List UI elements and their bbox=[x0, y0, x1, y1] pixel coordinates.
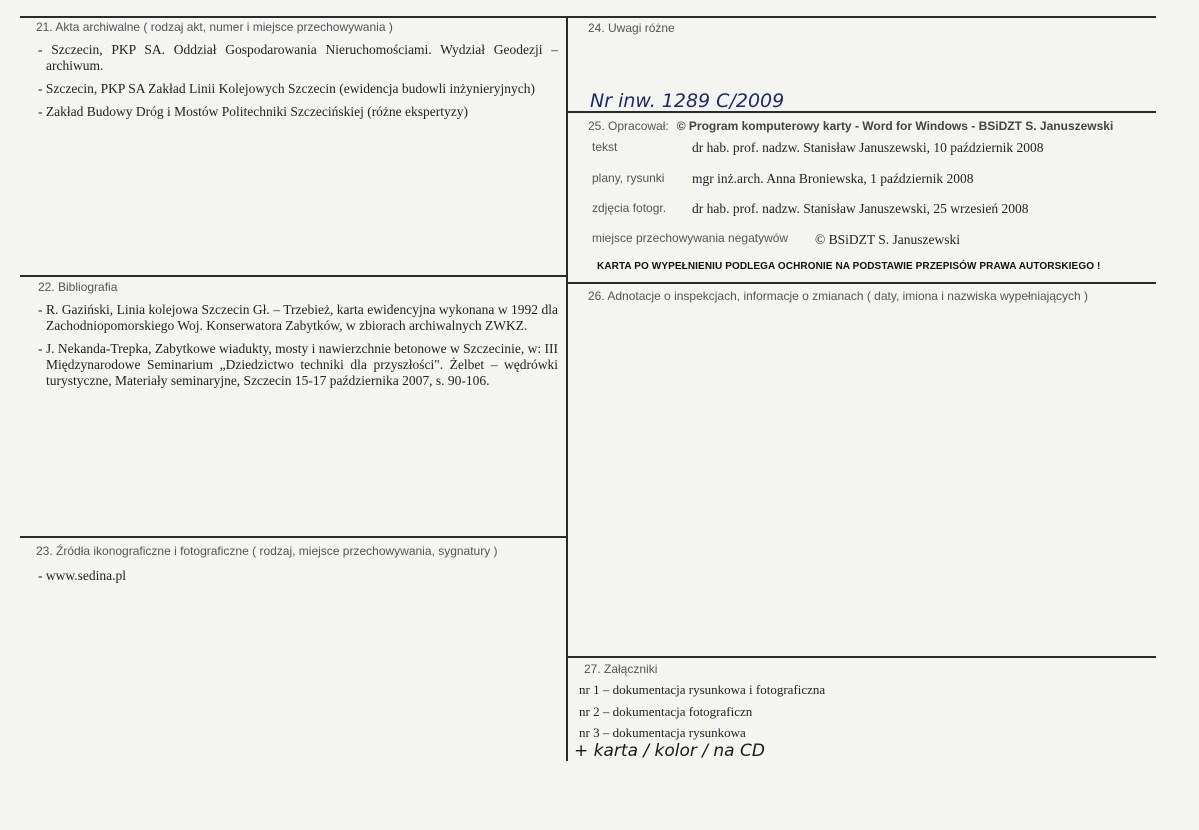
row-label-text: tekst bbox=[592, 140, 618, 154]
row-value-drawings: mgr inż.arch. Anna Broniewska, 1 październik 2008 bbox=[692, 171, 974, 186]
list-item: - www.sedina.pl bbox=[38, 568, 126, 583]
attachment-handwritten: + karta / kolor / na CD bbox=[574, 741, 765, 761]
divider-22-23 bbox=[20, 536, 568, 538]
row-label-photos: zdjęcia fotogr. bbox=[592, 201, 667, 215]
program-credit: © Program komputerowy karty - Word for Windows - BSiDZT S. Januszewski bbox=[676, 119, 1114, 133]
section-25-label: 25. Opracował: bbox=[588, 119, 669, 133]
list-item: - Szczecin, PKP SA. Oddział Gospodarowania Nieruchomościami. Wydział Geodezji – archiwum. bbox=[38, 42, 558, 73]
row-value-text: dr hab. prof. nadzw. Stanisław Januszewski, 10 październik 2008 bbox=[692, 140, 1044, 155]
attachment-item: nr 3 – dokumentacja rysunkowa bbox=[579, 725, 746, 740]
list-item: - Zakład Budowy Dróg i Mostów Politechniki Szczecińskiej (różne ekspertyzy) bbox=[38, 104, 469, 119]
list-item: - J. Nekanda-Trepka, Zabytkowe wiadukty, mosty i nawierzchnie betonowe w Szczecinie, w: III Międzynarodowe Seminarium „Dziedzictwo techniki dla przyszłości". Żelbet – wędrówki turystyczne, Materiały seminaryjne, Szczecin 15-17 października 2007, s. 90-106. bbox=[38, 341, 558, 388]
attachment-item: nr 1 – dokumentacja rysunkowa i fotograficzna bbox=[579, 682, 826, 697]
divider-21-22 bbox=[20, 275, 568, 277]
negatives-value: © BSiDZT S. Januszewski bbox=[815, 232, 961, 247]
section-25-header bbox=[588, 117, 1113, 135]
center-divider bbox=[566, 16, 568, 761]
row-value-photos: dr hab. prof. nadzw. Stanisław Januszewski, 25 wrzesień 2008 bbox=[692, 201, 1029, 216]
section-23-title: 23. Źródła ikonograficzne i fotograficzne ( rodzaj, miejsce przechowywania, sygnatury ) bbox=[36, 544, 498, 558]
list-item: - R. Gaziński, Linia kolejowa Szczecin Gł. – Trzebież, karta ewidencyjna wykonana w 1992 dla Zachodniopomorskiego Woj. Konserwatora Zabytków, w zbiorach archiwalnych ZWKZ. bbox=[38, 302, 558, 333]
section-22-title: 22. Bibliografia bbox=[38, 280, 118, 294]
list-item: - Szczecin, PKP SA Zakład Linii Kolejowych Szczecin (ewidencja budowli inżynieryjnych) bbox=[38, 81, 535, 96]
section-27-title: 27. Załączniki bbox=[584, 662, 658, 676]
attachment-item: nr 2 – dokumentacja fotograficzn bbox=[579, 704, 753, 719]
section-22-list bbox=[34, 302, 558, 396]
divider-26-27 bbox=[566, 656, 1156, 658]
section-26-title: 26. Adnotacje o inspekcjach, informacje o zmianach ( daty, imiona i nazwiska wypełniających ) bbox=[588, 289, 1089, 303]
copyright-notice: KARTA PO WYPEŁNIENIU PODLEGA OCHRONIE NA PODSTAWIE PRZEPISÓW PRAWA AUTORSKIEGO ! bbox=[597, 261, 1101, 272]
section-24-title: 24. Uwagi różne bbox=[588, 21, 675, 35]
section-21-list bbox=[34, 42, 558, 127]
row-label-drawings: plany, rysunki bbox=[592, 171, 665, 185]
top-border bbox=[20, 16, 1156, 18]
divider-25-26 bbox=[566, 282, 1156, 284]
negatives-label: miejsce przechowywania negatywów bbox=[592, 231, 789, 245]
section-21-title: 21. Akta archiwalne ( rodzaj akt, numer i miejsce przechowywania ) bbox=[36, 20, 393, 34]
section-23-list bbox=[34, 568, 558, 591]
inventory-number-handwritten: Nr inw. 1289 C/2009 bbox=[590, 90, 785, 112]
